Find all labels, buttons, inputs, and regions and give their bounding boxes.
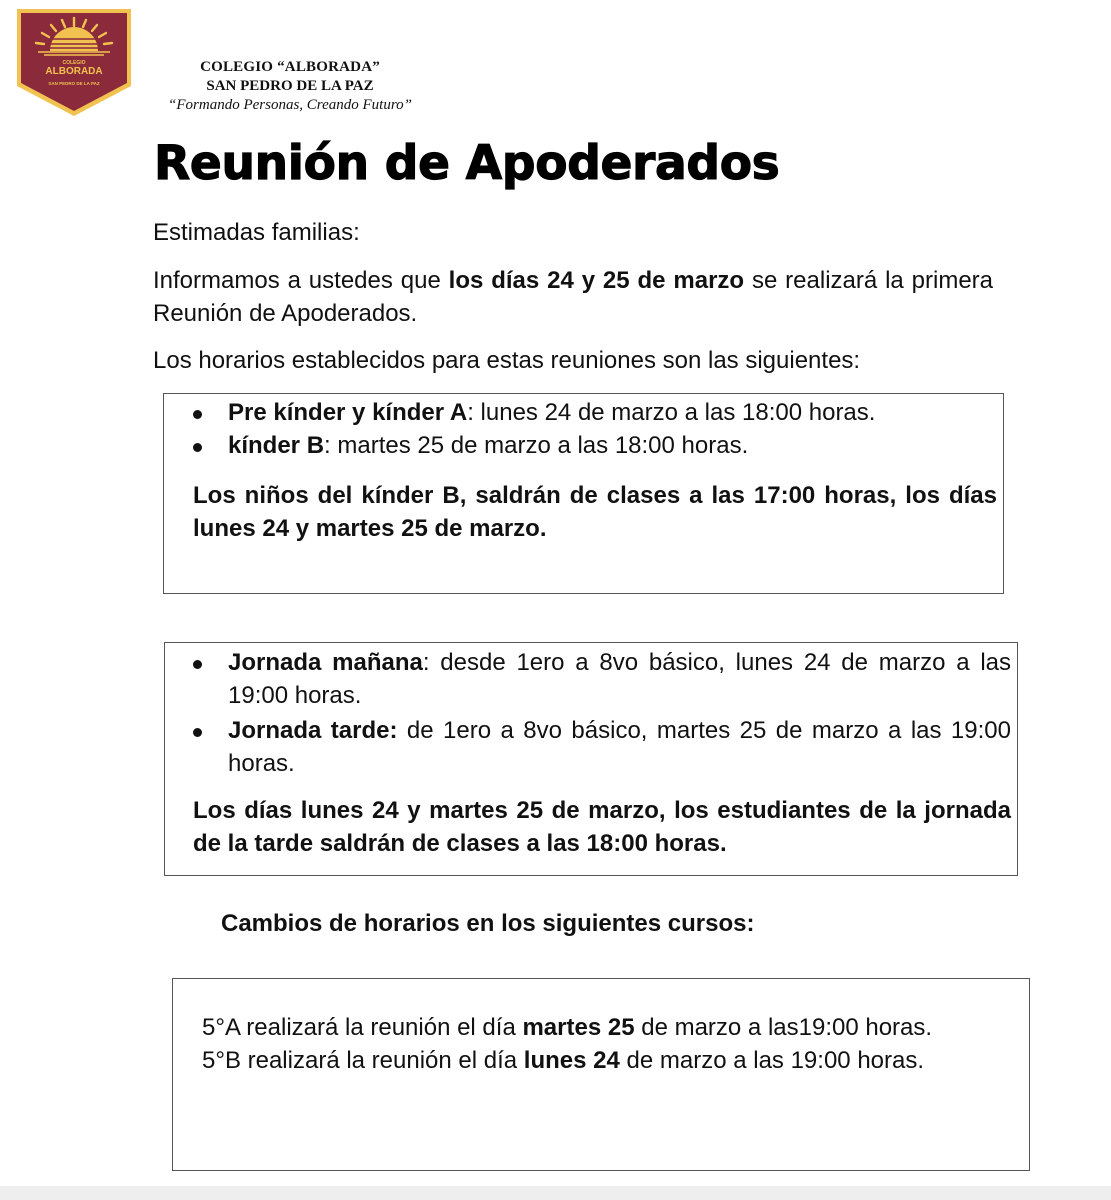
basica-note: Los días lunes 24 y martes 25 de marzo, los estudiantes de la jornada de la tarde saldrán de clases a las 18:00 horas. <box>193 797 1011 857</box>
school-logo <box>12 4 136 122</box>
list-item: Jornada tarde: de 1ero a 8vo básico, martes 25 de marzo a las 19:00 horas. <box>228 714 1011 780</box>
intro-paragraph: Informamos a ustedes que los días 24 y 25 de marzo se realizará la primera Reunión de Apoderados. <box>153 267 994 327</box>
page-bottom-strip <box>0 1186 1111 1200</box>
changes-box <box>172 978 1030 1171</box>
schedules-intro: Los horarios establecidos para estas reuniones son las siguientes: <box>153 347 861 374</box>
schedule-box-kinder <box>163 393 1004 594</box>
school-motto: “Formando Personas, Creando Futuro” <box>168 97 412 113</box>
change-line: 5°B realizará la reunión el día lunes 24 de marzo a las 19:00 horas. <box>202 1047 925 1074</box>
list-item: kínder B: martes 25 de marzo a las 18:00 horas. <box>228 429 988 462</box>
bullet-icon <box>193 728 202 737</box>
school-name: COLEGIO “ALBORADA” <box>200 59 380 75</box>
change-line: 5°A realizará la reunión el día martes 25 de marzo a las19:00 horas. <box>202 1014 933 1041</box>
logo-small-text: COLEGIO <box>62 60 86 66</box>
list-item: Pre kínder y kínder A: lunes 24 de marzo a las 18:00 horas. <box>228 396 988 429</box>
page-title: Reunión de Apoderados <box>154 136 780 191</box>
logo-name: ALBORADA <box>45 66 103 77</box>
bullet-icon <box>193 660 202 669</box>
logo-city: SAN PEDRO DE LA PAZ <box>48 81 100 86</box>
kinder-note: Los niños del kínder B, saldrán de clases a las 17:00 horas, los días lunes 24 y martes 25 de marzo. <box>193 482 997 542</box>
list-item: Jornada mañana: desde 1ero a 8vo básico, lunes 24 de marzo a las 19:00 horas. <box>228 646 1011 712</box>
bullet-icon <box>193 443 202 452</box>
greeting: Estimadas familias: <box>153 219 360 246</box>
changes-title: Cambios de horarios en los siguientes cursos: <box>221 910 755 937</box>
bullet-icon <box>193 410 202 419</box>
schedule-box-basica <box>164 642 1018 876</box>
school-city: SAN PEDRO DE LA PAZ <box>206 78 374 94</box>
school-header <box>150 58 430 115</box>
